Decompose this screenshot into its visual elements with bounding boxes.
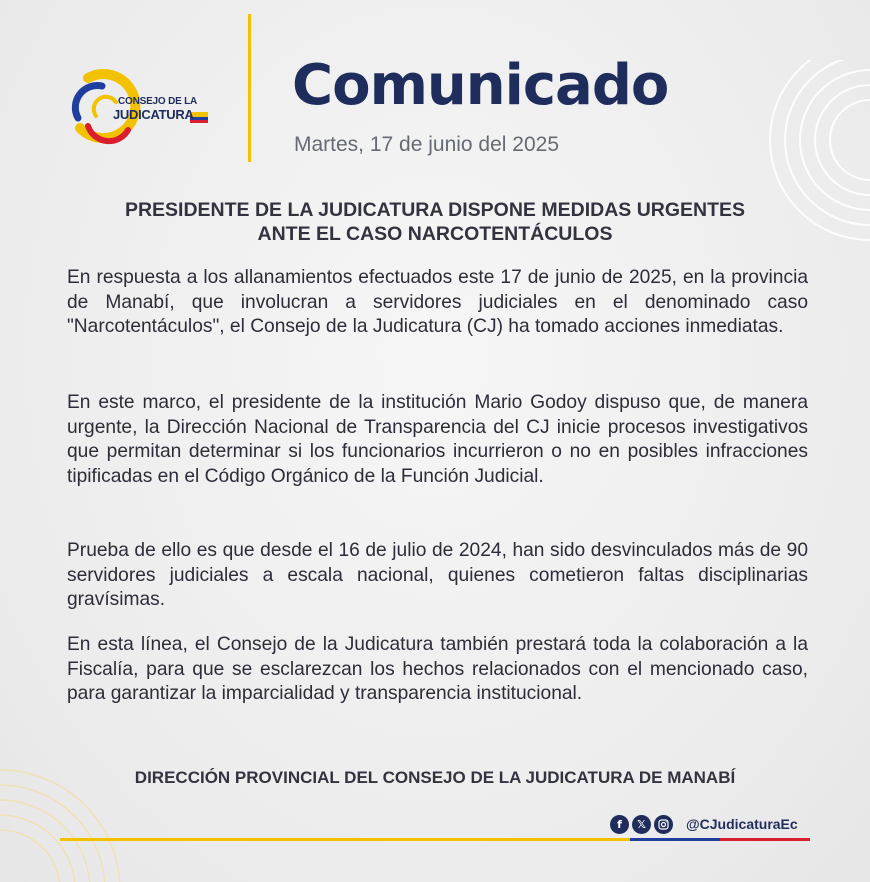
body-paragraph-2: En este marco, el presidente de la institución Mario Godoy dispuso que, de manera urgente, la Dirección Nacional de Transparencia del CJ inicie procesos investigativos que permitan determinar si los funcionarios incurrieron o no en posibles infracciones tipificadas en el Código Orgánico de la Función Judicial. [67, 392, 808, 487]
publication-date: Martes, 17 de junio del 2025 [294, 133, 560, 156]
signature: DIRECCIÓN PROVINCIAL DEL CONSEJO DE LA JUDICATURA DE MANABÍ [134, 768, 736, 787]
body-paragraph-1: En respuesta a los allanamientos efectuados este 17 de junio de 2025, en la provincia de Manabí, que involucran a servidores judiciales en el denominado caso "Narcotentáculos", el Consejo de la Judicatura (CJ) ha tomado acciones inmediatas. [67, 267, 808, 337]
headline [60, 198, 810, 246]
social-handle[interactable]: @CJudicaturaEc [686, 816, 798, 832]
social-links [610, 813, 798, 835]
footer-line-yellow [60, 838, 630, 841]
body-paragraph-4: En esta línea, el Consejo de la Judicatura también prestará toda la colaboración a la Fiscalía, para que se esclarezcan los hechos relacionados con el mencionado caso, para garantizar la imparcialidad y transparencia institucional. [67, 634, 808, 704]
headline-line1: PRESIDENTE DE LA JUDICATURA DISPONE MEDIDAS URGENTES [124, 199, 746, 221]
logo-text-line1: CONSEJO DE LA [118, 96, 198, 107]
tricolor-footer-line [60, 838, 810, 841]
headline-line2: ANTE EL CASO NARCOTENTÁCULOS [257, 223, 613, 245]
page-title: Comunicado [292, 53, 669, 118]
footer-line-red [720, 838, 810, 841]
cj-logo [58, 58, 218, 158]
x-icon[interactable]: 𝕏 [632, 815, 651, 834]
facebook-icon[interactable]: f [610, 815, 629, 834]
header-divider [248, 14, 251, 162]
footer-line-blue [630, 838, 720, 841]
logo-text-line2: JUDICATURA [113, 107, 194, 122]
body-paragraph-3: Prueba de ello es que desde el 16 de julio de 2024, han sido desvinculados más de 90 servidores judiciales a escala nacional, quienes cometieron faltas disciplinarias gravísimas. [67, 540, 808, 610]
instagram-icon[interactable] [654, 815, 673, 834]
